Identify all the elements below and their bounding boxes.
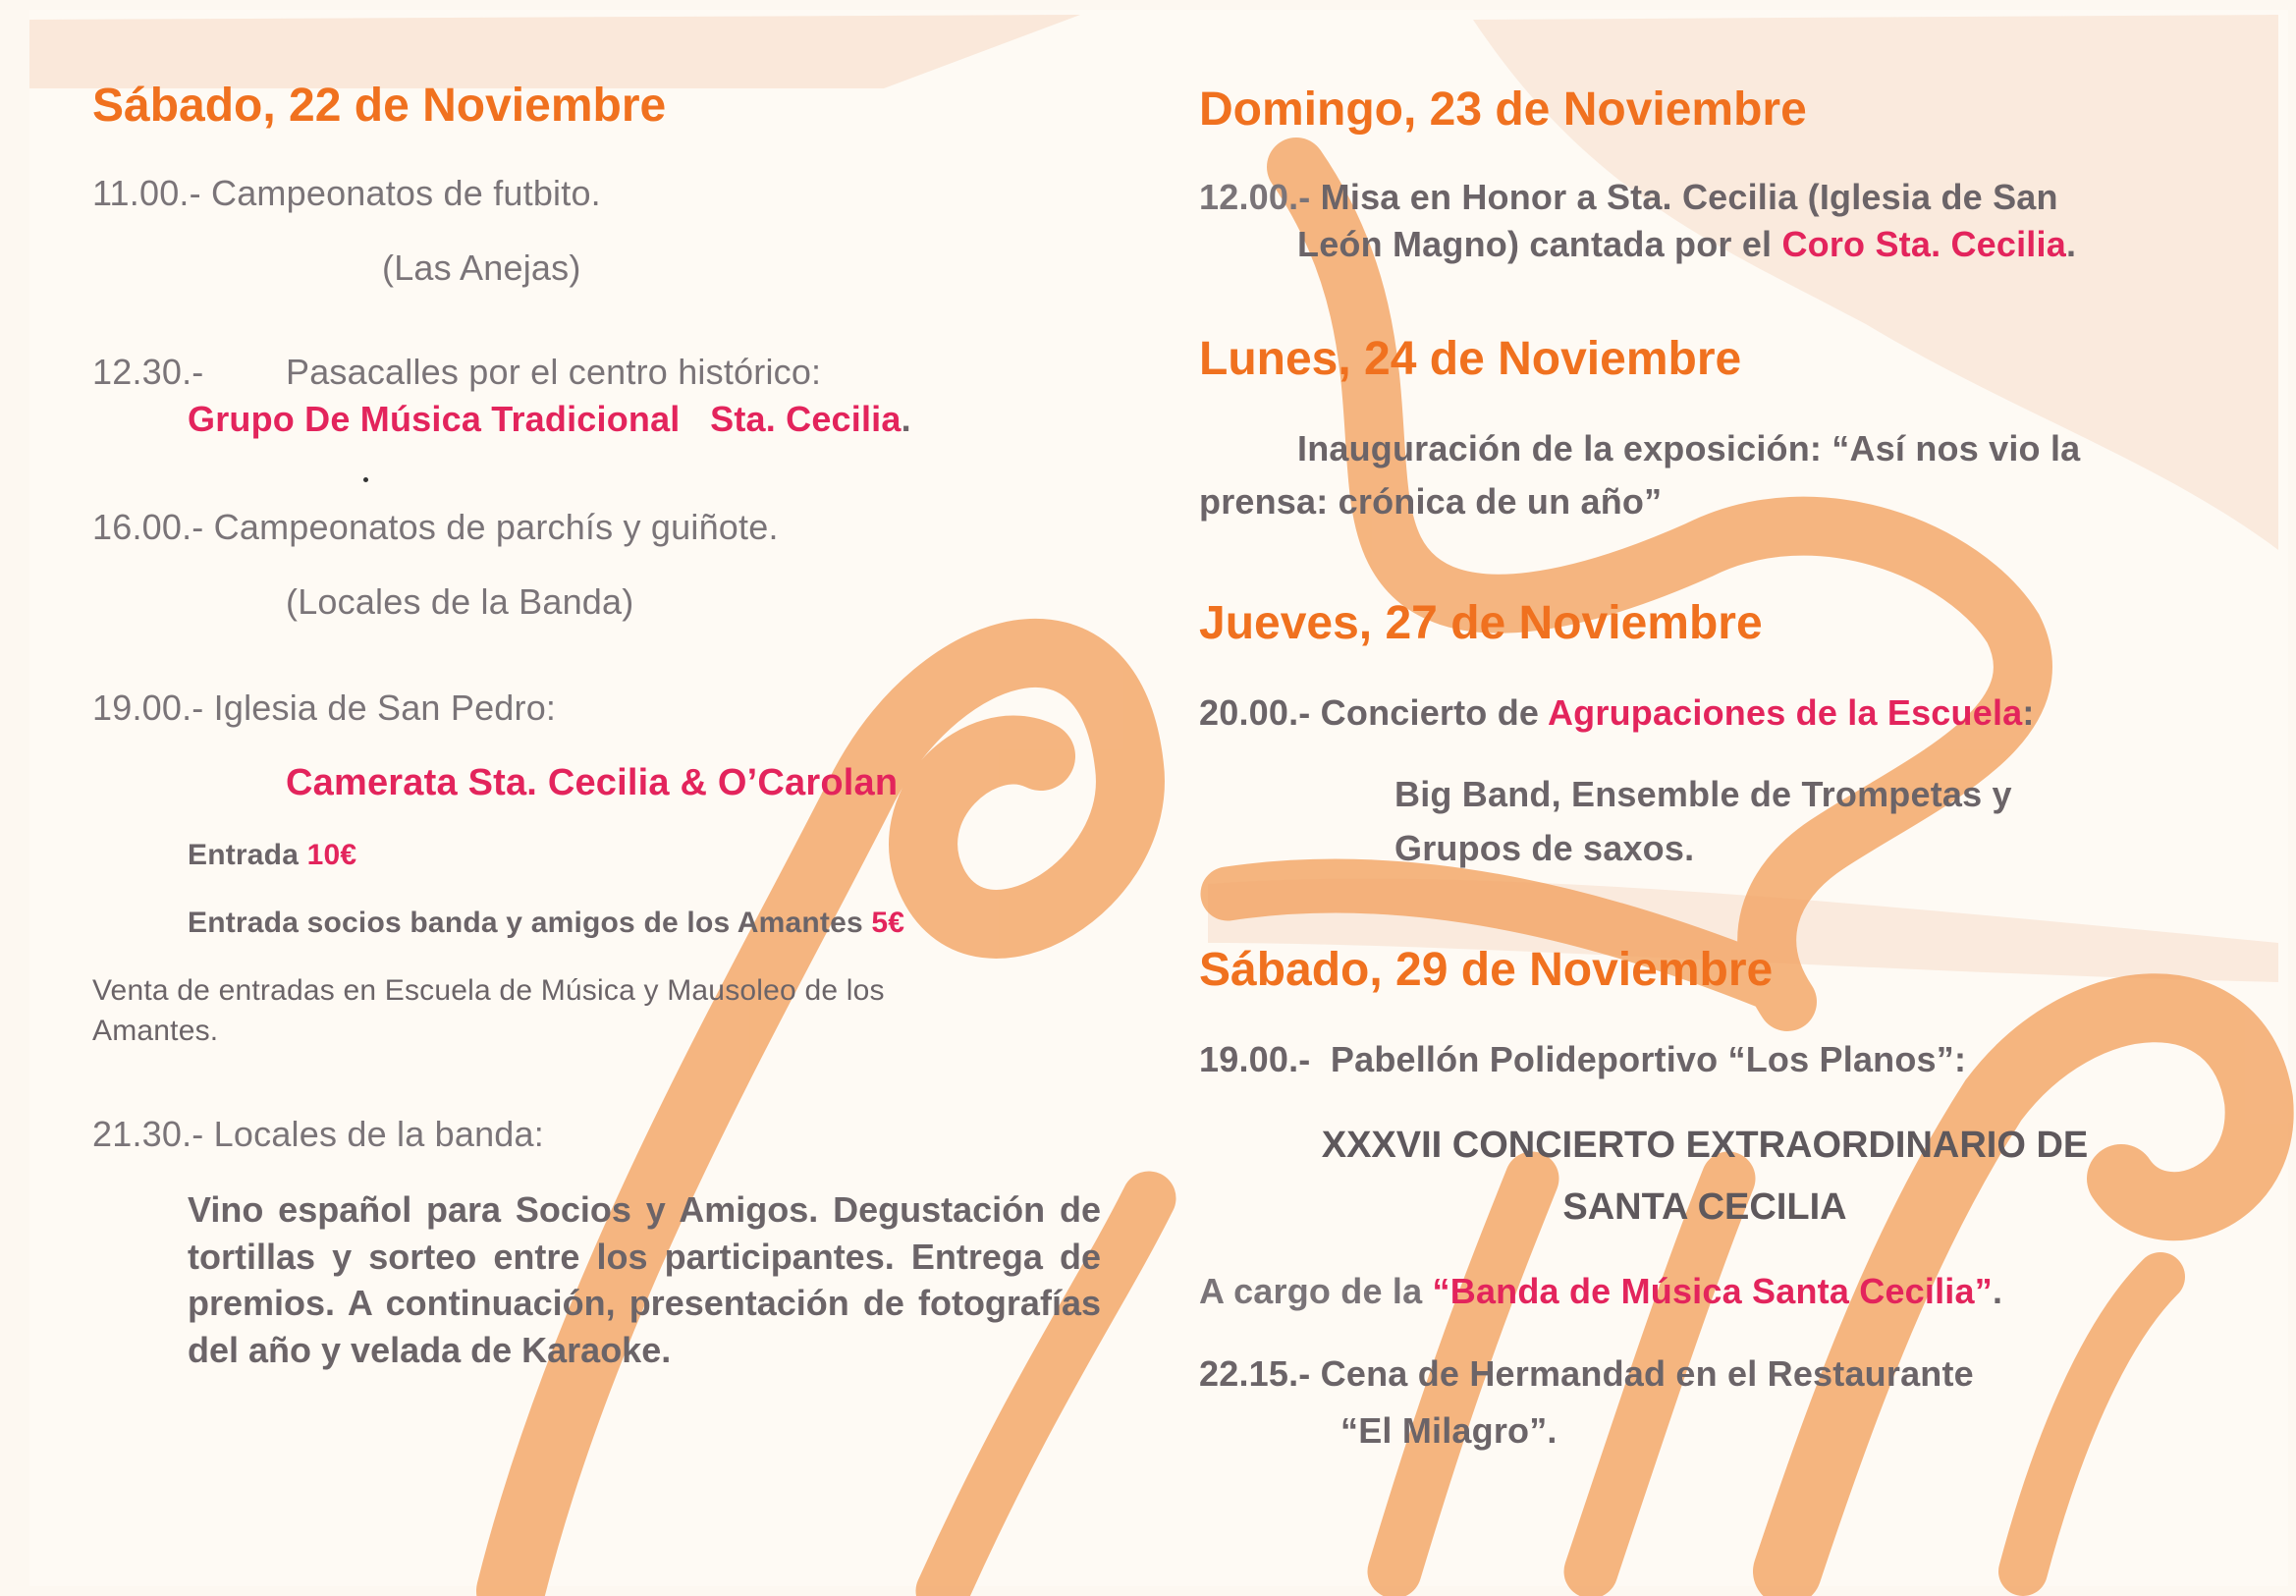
- punctuation: :: [2022, 692, 2035, 733]
- day-heading-27: Jueves, 27 de Noviembre: [1199, 597, 1763, 649]
- ticket-sales-line2: Amantes.: [92, 1015, 219, 1047]
- event-text: Locales de la banda:: [203, 1114, 544, 1154]
- band-name: “Banda de Música Santa Cecilia”: [1432, 1271, 1993, 1311]
- day-heading-29: Sábado, 29 de Noviembre: [1199, 944, 1774, 996]
- event-text: Pabellón Polideportivo “Los Planos”:: [1310, 1039, 1967, 1079]
- ensembles-line2: Grupos de saxos.: [1394, 828, 1695, 868]
- event-pabellon: [1199, 1039, 1966, 1080]
- event-place: (Locales de la Banda): [286, 581, 634, 622]
- event-time: 19.00.-: [1199, 1039, 1311, 1079]
- exhibition-line2: prensa: crónica de un año”: [1199, 481, 1663, 522]
- concert-title-line2: SANTA CECILIA: [1562, 1186, 1847, 1228]
- event-time: 12.00.-: [1199, 177, 1311, 217]
- day-heading-23: Domingo, 23 de Noviembre: [1199, 83, 1807, 136]
- restaurant-name: “El Milagro”.: [1340, 1410, 1558, 1451]
- price-value: 5€: [871, 907, 905, 939]
- event-cena: [1199, 1353, 1974, 1395]
- day-heading-24: Lunes, 24 de Noviembre: [1199, 333, 1742, 385]
- event-pasacalles: Pasacalles por el centro histórico:: [286, 352, 822, 392]
- punctuation: .: [901, 399, 911, 439]
- speck: [363, 477, 368, 482]
- event-time: 21.30.-: [92, 1114, 204, 1154]
- ticket-sales-line1: Venta de entradas en Escuela de Música y Mausoleo de los: [92, 974, 885, 1007]
- event-misa: [1199, 177, 2058, 218]
- event-locales: [92, 1114, 544, 1155]
- event-time: 11.00.-: [92, 173, 201, 213]
- event-place: (Las Anejas): [382, 248, 581, 288]
- event-text: Misa en Honor a Sta. Cecilia (Iglesia de San: [1310, 177, 2058, 217]
- event-text: Campeonatos de futbito.: [200, 173, 601, 213]
- price-label: Entrada: [188, 839, 307, 871]
- price-label: Entrada socios banda y amigos de los Amantes: [188, 907, 872, 939]
- group-name: Grupo De Música Tradicional Sta. Cecilia: [188, 399, 902, 439]
- event-time: 16.00.-: [92, 507, 204, 547]
- event-text: León Magno) cantada por el: [1297, 224, 1782, 264]
- punctuation: .: [1992, 1271, 2003, 1311]
- event-san-pedro: [92, 688, 556, 729]
- choir-name: Coro Sta. Cecilia: [1781, 224, 2066, 264]
- event-text: A cargo de la: [1199, 1271, 1433, 1311]
- event-parchis: [92, 507, 779, 548]
- event-group: [188, 399, 911, 440]
- exhibition-line1: Inauguración de la exposición: “Así nos vio la: [1297, 428, 2081, 468]
- event-time: 22.15.-: [1199, 1353, 1311, 1394]
- event-time: 12.30.-: [92, 352, 204, 392]
- event-text: Concierto de: [1310, 692, 1548, 733]
- event-misa-line2: [1297, 224, 2076, 265]
- event-time: 20.00.-: [1199, 692, 1311, 733]
- ensembles-line1: Big Band, Ensemble de Trompetas y: [1394, 774, 2012, 814]
- concert-performer: [1199, 1271, 2002, 1312]
- concert-title-line1: XXXVII CONCIERTO EXTRAORDINARIO DE: [1321, 1125, 2089, 1166]
- ticket-price: [188, 839, 356, 872]
- event-concierto-escuela: [1199, 692, 2035, 734]
- price-value: 10€: [306, 839, 357, 871]
- event-text: Cena de Hermandad en el Restaurante: [1310, 1353, 1974, 1394]
- event-text: Iglesia de San Pedro:: [203, 688, 557, 728]
- event-time: 19.00.-: [92, 688, 204, 728]
- event-group: Camerata Sta. Cecilia & O’Carolan: [286, 762, 899, 803]
- punctuation: .: [2065, 224, 2077, 264]
- event-text: Campeonatos de parchís y guiñote.: [203, 507, 779, 547]
- event-description: Vino español para Socios y Amigos. Degustación de tortillas y sorteo entre los participantes. Entrega de premios. A continuación, presentación de fotografías del año y velada de Karaoke.: [188, 1189, 1101, 1370]
- day-heading-22: Sábado, 22 de Noviembre: [92, 80, 667, 132]
- group-name: Agrupaciones de la Escuela: [1547, 692, 2023, 733]
- event-futbito: [92, 173, 601, 214]
- members-price: [188, 907, 904, 940]
